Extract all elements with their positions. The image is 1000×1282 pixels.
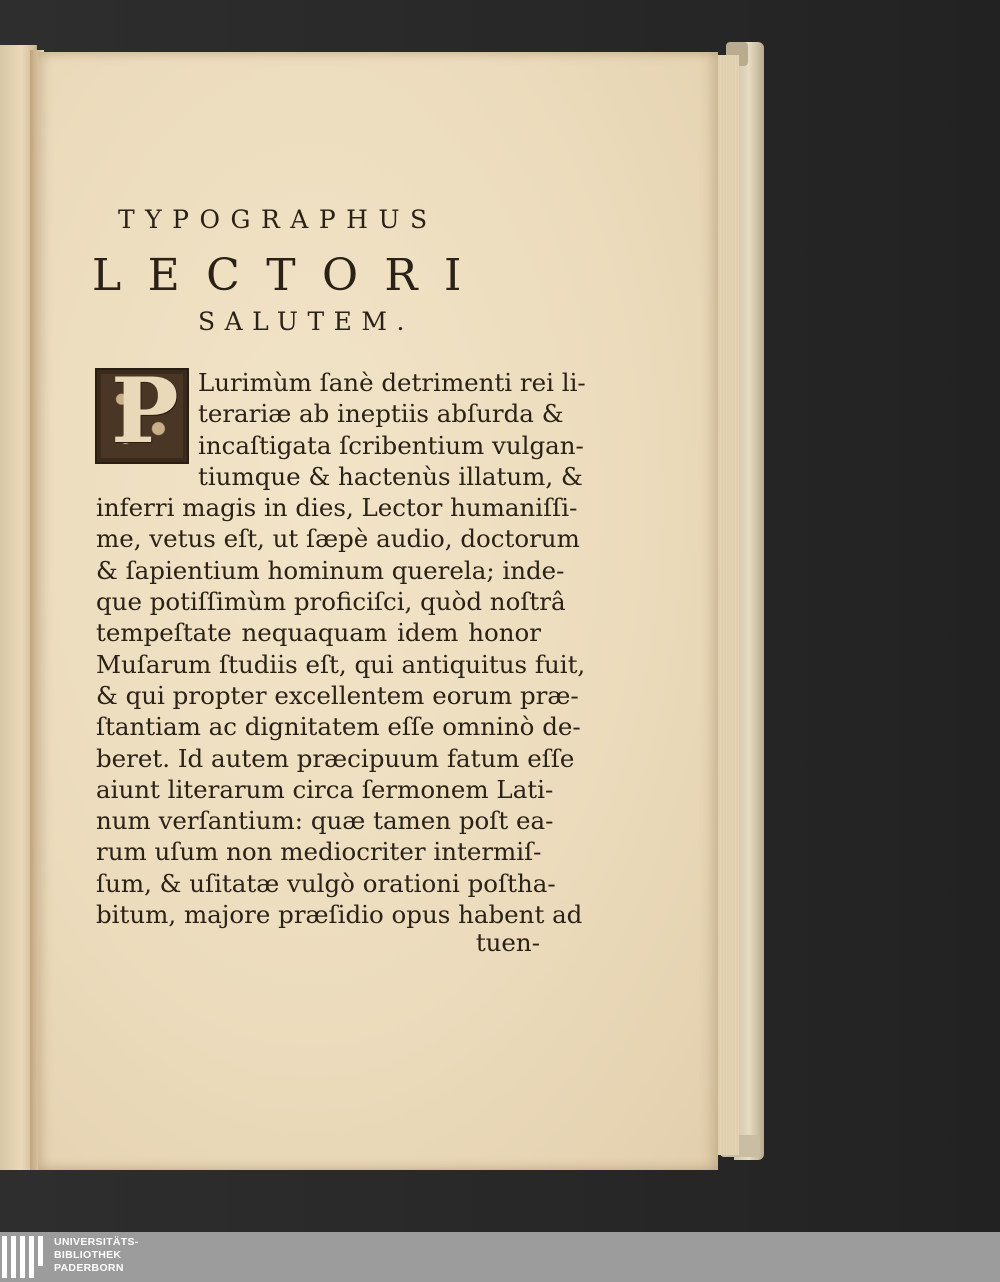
text-line: que potiſſimùm proficiſci, quòd noſtrâ — [96, 587, 566, 617]
text-line: aiunt literarum circa ſermonem Lati- — [96, 774, 554, 804]
text-line: Lurimùm ſanè detrimenti rei li- — [198, 368, 586, 397]
text-line: inferri magis in dies, Lector humaniſſi- — [96, 493, 578, 523]
logo-line: BIBLIOTHEK — [54, 1249, 122, 1261]
text-line: num verſantium: quæ tamen poſt ea- — [96, 806, 554, 836]
text-line: Muſarum ſtudiis eſt, qui antiquitus fuit, — [96, 649, 586, 679]
text-line: ſtantiam ac dignitatem eſſe omninò de- — [96, 712, 581, 742]
text-line: tempeſtate nequaquam idem honor — [96, 618, 541, 648]
text-line: tiumque & hactenùs illatum, & — [198, 461, 583, 491]
library-logo-text — [54, 1236, 139, 1275]
logo-line: UNIVERSITÄTS- — [54, 1236, 139, 1248]
text-line: terariæ ab ineptiis abſurda & — [198, 399, 564, 429]
text-line: ſum, & uſitatæ vulgò orationi poſtha- — [96, 868, 556, 898]
heading-greeting: SALUTEM. — [198, 307, 414, 336]
text-line: incaſtigata ſcribentium vulgan- — [198, 430, 584, 460]
body-paragraph — [96, 358, 586, 930]
text-line: bitum, majore præſidio opus habent ad — [96, 900, 583, 930]
heading-printer: TYPOGRAPHUS — [118, 205, 438, 234]
library-footer — [0, 1232, 1000, 1282]
catchword: tuen- — [475, 928, 540, 957]
text-line: beret. Id autem præcipuum fatum eſſe — [96, 743, 575, 773]
logo-line: PADERBORN — [54, 1262, 124, 1274]
text-line: & qui propter excellentem eorum præ- — [96, 680, 579, 710]
library-logo-icon — [2, 1236, 44, 1278]
heading-reader: LECTORI — [92, 250, 488, 301]
text-line: rum uſum non mediocriter intermiſ- — [96, 837, 542, 867]
text-line: me, vetus eſt, ut ſæpè audio, doctorum — [96, 524, 580, 554]
text-line: & ſapientium hominum querela; inde- — [96, 555, 565, 585]
initial-letter: P — [111, 358, 179, 464]
